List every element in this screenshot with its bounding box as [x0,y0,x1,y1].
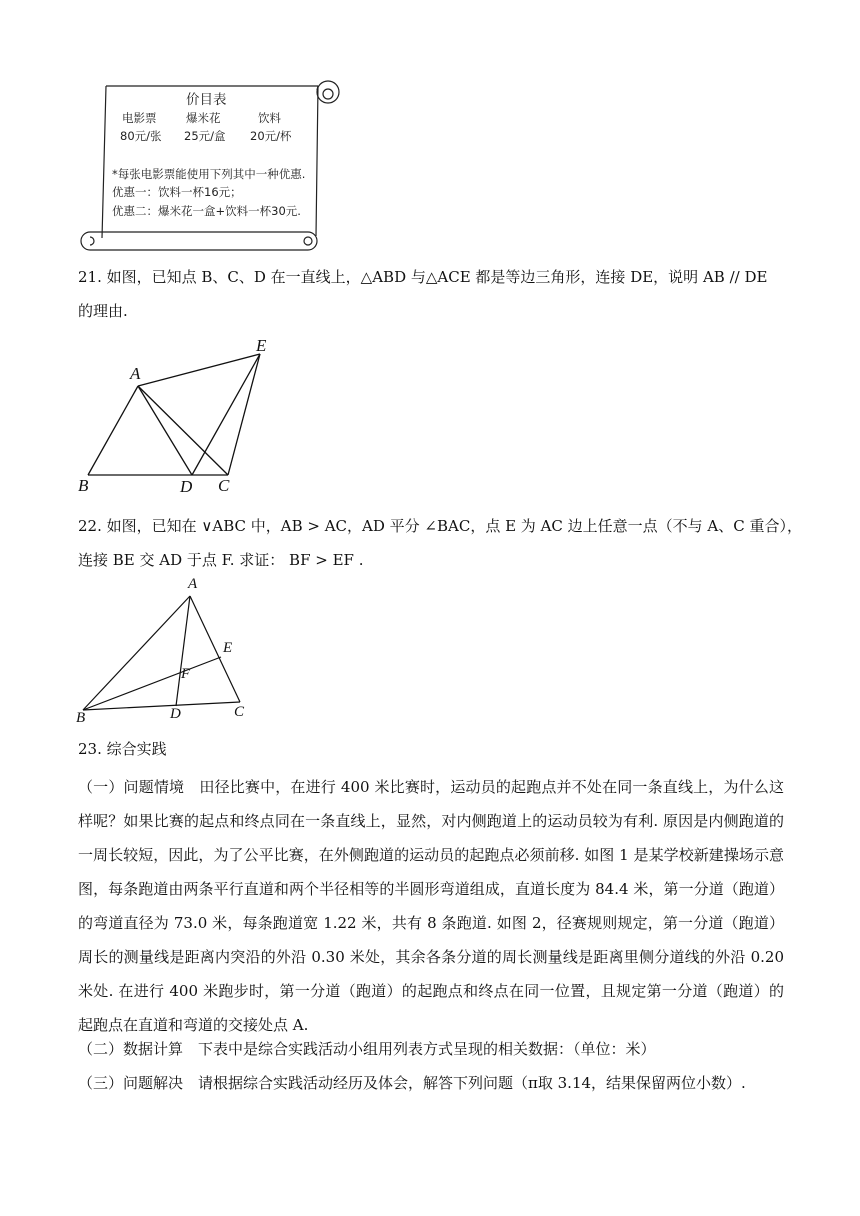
q23-part1: （一）问题情境 田径比赛中，在进行 400 米比赛时，运动员的起跑点并不处在同一条直线上，为什么这样呢？如果比赛的起点和终点同在一条直线上，显然，对内侧跑道上的运动员较为有利. 原因是内侧跑道的一周长较短，因此，为了公平比赛，在外侧跑道的运动员的起跑点必须前移. 如图 1 是某学校新建操场示意图，每条跑道由两条平行直道和两个半径相等的半圆形弯道组成，直道长度为 84.4 米，第一分道（跑道）的弯道直径为 73.0 米，每条跑道宽 1.22 米，共有 8 条跑道. 如图 2，径赛规则规定，第一分道（跑道）周长的测量线是距离内突沿的外沿 0.30 米处，其余各条分道的周长测量线是距离里侧分道线的外沿 0.20 米处. 在进行 400 米跑步时，第一分道（跑道）的起跑点和终点在同一位置，且规定第一分道（跑道）的起跑点在直道和弯道的交接处点 A. [78,778,784,1034]
segment-AB [88,386,138,475]
q22-figure [76,576,256,726]
price-table-scroll [78,78,344,258]
segment-BC [83,702,240,710]
q23-part2: （二）数据计算 下表中是综合实践活动小组用列表方式呈现的相关数据：（单位：米） [78,1040,656,1058]
segment-AC [138,386,228,475]
item-name: 爆米花 [186,111,221,125]
point-label-D: D [180,477,193,496]
q23-title: 23. 综合实践 [78,740,167,758]
offer-note: *每张电影票能使用下列其中一种优惠. [112,167,306,181]
point-label-A: A [130,364,141,383]
point-label-D: D [170,706,181,722]
item-name: 饮料 [258,111,281,125]
point-label-F: F [181,666,191,682]
point-label-E: E [256,336,267,355]
point-label-E: E [223,640,233,656]
q23-part3: （三）问题解决 请根据综合实践活动经历及体会，解答下列问题（π取 3.14，结果保留两位小数）. [78,1074,746,1092]
segment-AC [190,596,240,702]
segment-CE [228,354,260,475]
item-price: 20元/杯 [250,129,292,143]
segment-AD [176,596,190,706]
item-price: 80元/张 [120,129,162,143]
point-label-B: B [76,710,86,726]
segment-BE [83,657,221,710]
item-price: 25元/盒 [184,129,226,143]
point-label-C: C [218,476,230,495]
item-name: 电影票 [122,111,157,125]
offer-one: 优惠一：饮料一杯16元； [112,185,242,199]
segment-AB [83,596,190,710]
offer-two: 优惠二：爆米花一盒+饮料一杯30元. [112,204,301,218]
segment-DE [192,354,260,475]
q22-text-line1: 22. 如图，已知在 ∨ABC 中，AB > AC，AD 平分 ∠BAC，点 E 为 AC 边上任意一点（不与 A、C 重合）， [78,517,802,535]
q21-text-line1: 21. 如图，已知点 B、C、D 在一直线上，△ABD 与△ACE 都是等边三角形，连接 DE，说明 AB // DE [78,268,768,286]
price-table-title: 价目表 [186,92,227,108]
segment-AE [138,354,260,386]
point-label-C: C [234,704,245,720]
q21-text-line2: 的理由. [78,302,128,320]
q21-figure [76,334,276,498]
point-label-B: B [78,476,89,495]
point-label-A: A [188,576,198,592]
q22-text-line2: 连接 BE 交 AD 于点 F. 求证： BF > EF . [78,551,364,569]
